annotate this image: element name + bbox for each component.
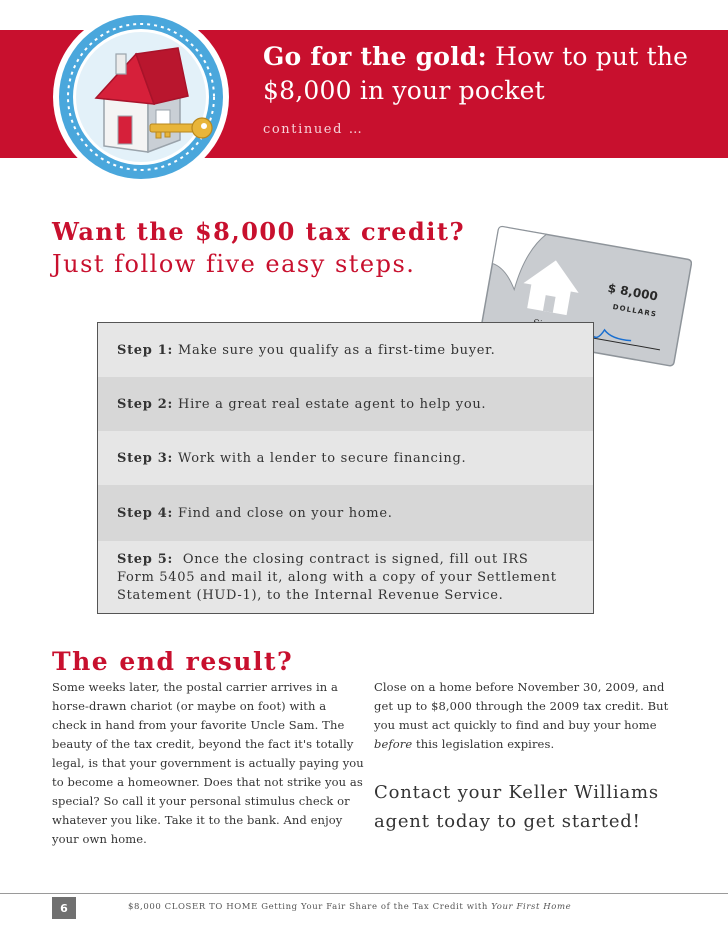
result-heading: The end result? [52, 647, 294, 676]
step-2-text: Hire a great real estate agent to help you. [178, 396, 487, 412]
step-5-label: Step 5: [117, 552, 174, 567]
result-right-part-1: Close on a home before November 30, 2009, and get up to $8,000 through the 2009 tax credit. But you must act quickly to find and buy your home [374, 680, 669, 732]
page-title-bold: Go for the gold: [263, 42, 487, 71]
result-body-left: Some weeks later, the postal carrier arrives in a horse-drawn chariot (or maybe on foot) with a check in hand from your favorite Uncle Sam. The beauty of the tax credit, beyond the fact it's totally legal, is that your government is actually paying you to become a homeowner. Does that not strike you as special? So call it your personal stimulus check or whatever you like. Take it to the bank. And enjoy your own home. [52, 680, 364, 846]
headline-line-2: Just follow five easy steps. [52, 250, 416, 278]
step-4-label: Step 4: [117, 505, 174, 521]
steps-box [97, 322, 594, 614]
step-2-label: Step 2: [117, 396, 174, 412]
step-3 [98, 431, 593, 485]
footer-text [128, 902, 571, 912]
result-right-part-2: this legislation expires. [412, 737, 555, 751]
result-right-emphasis: before [374, 737, 413, 751]
step-5-text: Once the closing contract is signed, fill out IRS Form 5405 and mail it, along with a copy of your Settlement Statement (HUD-1), to the Internal Revenue Service. [117, 552, 557, 603]
continued-label: continued … [263, 122, 364, 137]
footer-text-emphasis: Your First Home [491, 902, 572, 912]
step-3-label: Step 3: [117, 450, 174, 466]
page-title [263, 40, 703, 108]
step-4-text: Find and close on your home. [178, 505, 393, 521]
headline-line-1: Want the $8,000 tax credit? [52, 217, 466, 246]
footer-text-main: $8,000 CLOSER TO HOME Getting Your Fair Share of the Tax Credit with [128, 902, 492, 912]
step-1-text: Make sure you qualify as a first-time buyer. [178, 342, 496, 358]
page-title-rest: How to put the $8,000 in your pocket [263, 42, 689, 105]
house-key-medallion-icon [52, 8, 230, 186]
result-body-right [374, 678, 674, 754]
call-to-action: Contact your Keller Williams agent today to get started! [374, 782, 659, 832]
step-5 [98, 541, 593, 613]
check-dollars: DOLLARS [611, 303, 658, 319]
step-1 [98, 323, 593, 377]
section-headline [52, 215, 465, 281]
check-amount: $ 8,000 [606, 280, 659, 304]
step-4 [98, 485, 593, 541]
page-number: 6 [52, 897, 76, 919]
step-1-label: Step 1: [117, 342, 174, 358]
step-2 [98, 377, 593, 431]
step-3-text: Work with a lender to secure financing. [178, 450, 467, 466]
footer-divider [0, 893, 728, 894]
